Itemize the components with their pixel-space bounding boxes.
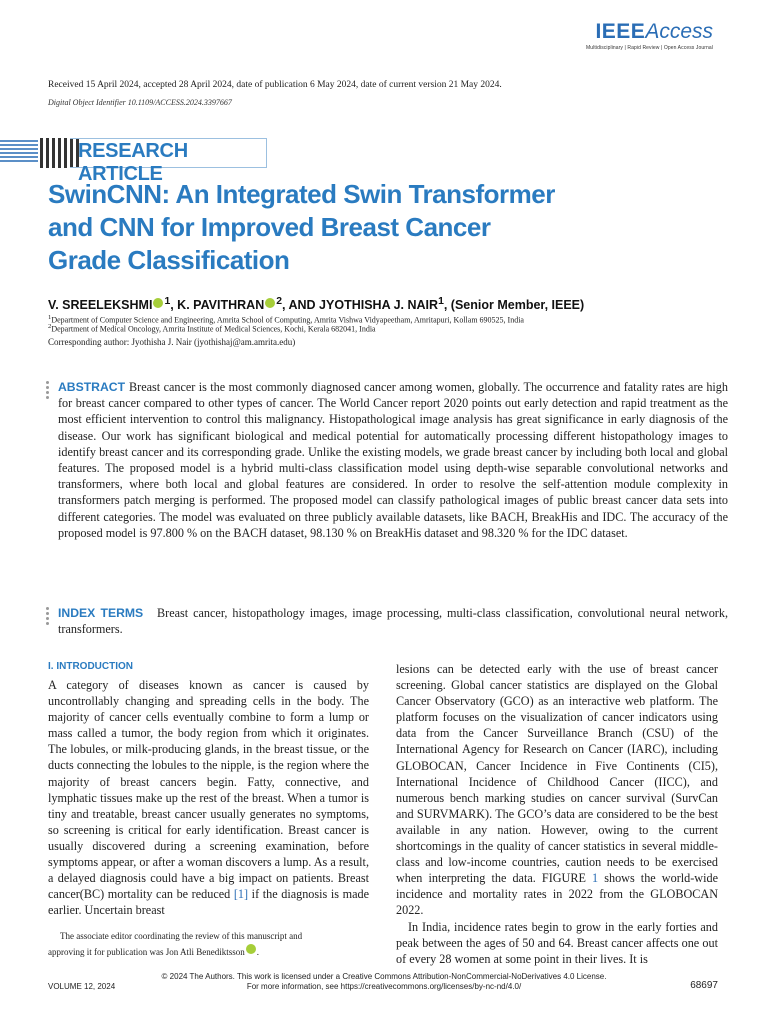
figure-link[interactable]: 1: [592, 871, 599, 886]
logo-tagline: Multidisciplinary | Rapid Review | Open Access Journal: [586, 45, 713, 51]
index-dots: [46, 607, 50, 627]
author-3-sup: 1: [438, 296, 444, 307]
author-2: , K. PAVITHRAN: [170, 298, 265, 313]
abstract: [58, 379, 728, 541]
orcid-icon[interactable]: [265, 298, 275, 308]
paper-title: [48, 178, 608, 277]
journal-logo: [586, 20, 713, 51]
author-1: V. SREELEKSHMI: [48, 298, 153, 313]
article-type-label: RESEARCH ARTICLE: [78, 140, 188, 185]
license-notice: [0, 972, 768, 992]
article-type-banner: [0, 138, 268, 185]
abstract-text: Breast cancer is the most commonly diagnosed cancer among women, globally. The occurrence and fatality rates are high for breast cancer compared to other types of cancer. The World Cancer report 2020 points out early detection and rapid treatment as the most efficient intervention to control this malignancy. Histopathological image analysis has great significance in early diagnosis of the disease. Our work has significant biological and medical potential for automatically processing different histopathology images to identify breast cancer and its corresponding grade. Unlike the existing models, we grade breast cancer by including both local and global features. The proposed model is a hybrid multi-class classification model using depth-wise separable convolutional networks and transformers, where both local and global features are considered. In order to resolve the self-attention module complexity in transformers patch merging is performed. The proposed model can classify pathological images of public breast cancer data sets into different categories. The model was evaluated on three publicly available datasets, like BACH, BreakHis and IDC. The accuracy of the proposed model is 97.800 % on the BACH dataset, 98.130 % on BreakHis dataset and 98.320 % for the IDC dataset.: [58, 380, 728, 540]
volume-label: VOLUME 12, 2024: [48, 982, 116, 991]
right-column-text: [396, 661, 718, 967]
author-3: , AND JYOTHISHA J. NAIR: [282, 298, 439, 313]
intro-para-1a: A category of diseases known as cancer is caused by uncontrollably changing and spreading cells in the body. The majority of cancer cells eventually combine to form a lump or mass called a tumor, the body region from which it originates. The lobules, or milk-producing glands, in the breast tissue, or the ducts connecting the lobules to the nipple, is the region where the majority of breast cancers begin. Fatty, connective, and lymphatic tissues make up the rest of the breast. When a tumor is tiny and treatable, breast cancer usually generates no symptoms, so screening is critical for early identification. Breast cancer is usually discovered during a screening examination, before symptoms appear, or after a woman discovers a lump. As a result, a delayed diagnosis could have a big impact on patients. Breast cancer(BC) mortality can be reduced: [48, 678, 369, 902]
footnote-line-2: approving it for publication was Jon Atli Benediktsson .: [48, 944, 369, 960]
license-line-2[interactable]: For more information, see https://creativecommons.org/licenses/by-nc-nd/4.0/: [246, 982, 522, 991]
abstract-dots: [46, 381, 50, 401]
intro-para-2: lesions can be detected early with the use of breast cancer screening. Global cancer statistics are displayed on the Global Cancer Observatory (GCO) as an interactive web platform. The platform focuses on the visualization of cancer indicators using data from the Cancer Surveillance Branch (CSU) of the International Agency for Research on Cancer (IARC), including GLOBOCAN, Cancer Incidence in Five Continents (CI5), International Incidence of Childhood Cancer (IICC), and numerous bench marking studies on cancer survival (SurvCan and SURVMARK). The GCO’s data are considered to be the best available in any nation. However, owing to the current shortcomings in the quality of cancer statistics in several middle-class and low-income countries, caution needs to be exercised when interpreting the data. FIGURE 1 shows the world-wide incidence and mortality rates in 2022 from the GLOBOCAN 2022.: [396, 662, 718, 918]
title-line-1: SwinCNN: An Integrated Swin Transformer: [48, 179, 555, 209]
banner-lines: [0, 140, 38, 164]
affiliation-2: $^2$Department of Medical Oncology, Amrita Institute of Medical Sciences, Kochi, Kerala 682041, India: [48, 323, 376, 334]
corresponding-author: Corresponding author: Jyothisha J. Nair (jyothishaj@am.amrita.edu): [48, 337, 296, 347]
page-number: 68697: [690, 980, 718, 991]
doi-line: Digital Object Identifier 10.1109/ACCESS.2024.3397667: [48, 98, 232, 107]
author-3-suffix: , (Senior Member, IEEE): [443, 298, 585, 313]
orcid-icon[interactable]: [153, 298, 163, 308]
citation-link[interactable]: [1]: [233, 887, 249, 902]
logo-ieee: IEEE: [595, 20, 646, 43]
received-line: Received 15 April 2024, accepted 28 April 2024, date of publication 6 May 2024, date of current version 21 May 2024.: [48, 80, 502, 90]
license-line-1: © 2024 The Authors. This work is licensed under a Creative Commons Attribution-NonCommercial-NoDerivatives 4.0 License.: [161, 972, 607, 981]
affiliation-1: $^1$Department of Computer Science and Engineering, Amrita School of Computing, Amrita Vishwa Vidyapeetham, Amritapuri, Kollam 690525, India: [48, 314, 524, 325]
section-heading: I. INTRODUCTION: [48, 661, 133, 672]
footnote-line-1: The associate editor coordinating the review of this manuscript and: [60, 931, 303, 941]
abstract-heading: ABSTRACT: [58, 380, 126, 394]
author-2-sup: 2: [276, 296, 283, 307]
intro-para-3: In India, incidence rates begin to grow in the early forties and peak between the ages of 50 and 64. Breast cancer affects one out of every 28 women at some point in their lives. It is: [396, 919, 718, 966]
title-line-3: Grade Classification: [48, 245, 290, 275]
author-1-sup: 1: [164, 296, 171, 307]
intro-para-1b: if the diagnosis is made earlier. Uncertain breast: [48, 887, 369, 918]
editor-footnote: [48, 928, 369, 960]
logo-access: Access: [645, 20, 713, 43]
author-list: [48, 296, 584, 312]
index-terms: [58, 605, 728, 637]
left-column-text: [48, 677, 369, 918]
index-terms-heading: INDEX TERMS: [58, 606, 144, 620]
index-terms-text: Breast cancer, histopathology images, image processing, multi-class classification, convolutional neural network, transformers.: [58, 606, 729, 637]
orcid-icon[interactable]: [246, 944, 256, 954]
title-line-2: and CNN for Improved Breast Cancer: [48, 212, 491, 242]
